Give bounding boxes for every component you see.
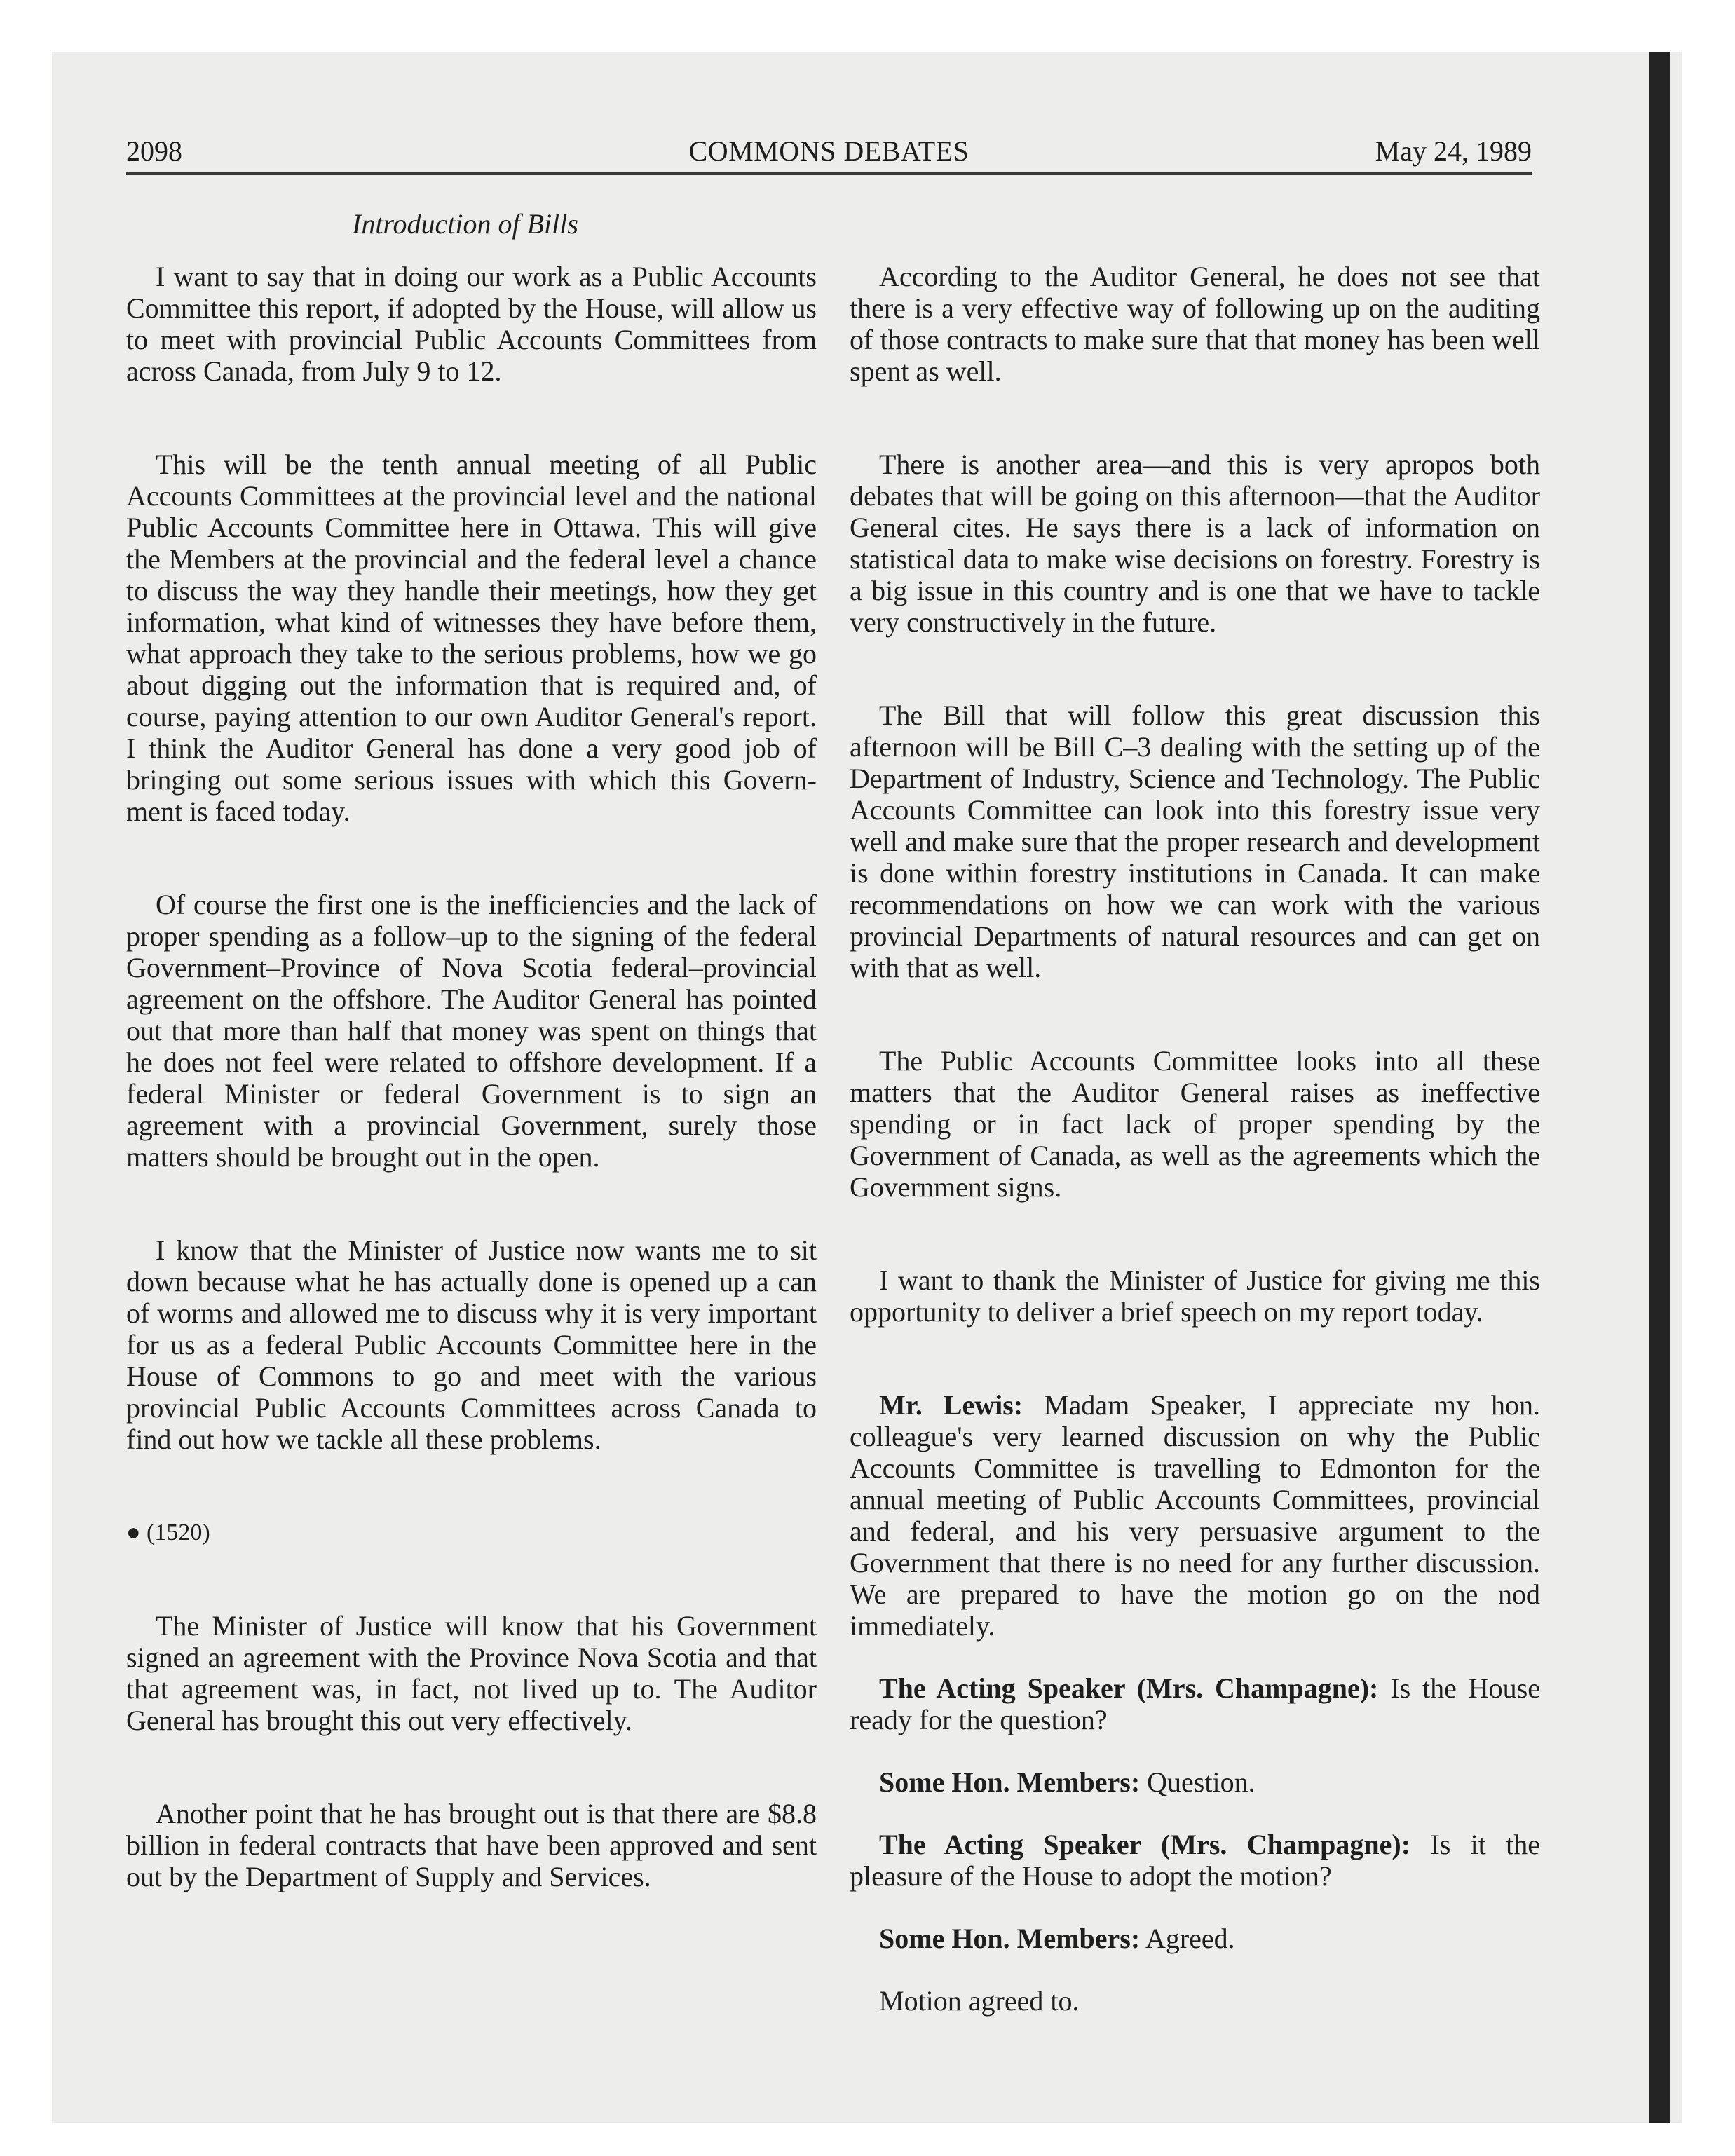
paragraph: I know that the Minister of Justice now wants me to sit down because what he has actually done is opened up a can of worms and allowed me to discuss why it is very important for us as a federal Public Accounts Committee here in the House of Commons to go and meet with the various provincial Public Accounts Committees across Canada to find out how we tackle all these problems. (126, 1234, 817, 1455)
running-title: COMMONS DEBATES (688, 135, 969, 167)
right-column (850, 261, 1540, 2017)
header-rule (126, 172, 1532, 175)
speech-members (850, 1766, 1540, 1798)
speaker-name: Some Hon. Members: (879, 1766, 1141, 1798)
speaker-name: Mr. Lewis: (879, 1389, 1023, 1421)
speech-members (850, 1923, 1540, 1954)
paragraph: I want to thank the Minister of Justice for giving me this opportunity to deliver a brief speech on my report today. (850, 1264, 1540, 1328)
paragraph: Another point that he has brought out is that there are $8.8 billion in federal contracts that have been approved and sent out by the Department of Supply and Services. (126, 1798, 817, 1892)
speech-text: Is the House ready for the question? (850, 1672, 1540, 1735)
speaker-name: Some Hon. Members: (879, 1923, 1141, 1954)
speech-text: Agreed. (1140, 1923, 1235, 1954)
paragraph: Of course the first one is the inefficiencies and the lack of proper spending as a follow–up to the signing of the federal Government–Province of Nova Scotia federal–provincial agreement on the offshore. The Auditor General has pointed out that more than half that money was spent on things that he does not feel were related to offshore development. If a federal Minister or federal Government is to sign an agreement with a provincial Government, surely those matters should be brought out in the open. (126, 889, 817, 1173)
section-title: Introduction of Bills (352, 208, 578, 240)
paragraph: The Bill that will follow this great discussion this afternoon will be Bill C–3 dealing with the setting up of the Department of Industry, Science and Technology. The Public Accounts Committee can look into this forestry issue very well and make sure that the proper research and development is done within forestry institutions in Canada. It can make recommendations on how we can work with the various provincial Departments of natural resources and can get on with that as well. (850, 700, 1540, 983)
speech-text: Is it the pleasure of the House to adopt the motion? (850, 1829, 1541, 1892)
speech-text: Madam Speaker, I appreciate my hon. colleague's very learned discussion on why the Public Accounts Committee is travelling to Edmonton for the annual meeting of Public Accounts Committees, provincial and federal, and his very persuasive argument to the Government that there is no need for any further discussion. We are prepared to have the motion go on the nod immediately. (850, 1389, 1540, 1642)
motion-result: Motion agreed to. (879, 1985, 1080, 2017)
speaker-name: The Acting Speaker (Mrs. Champagne): (879, 1829, 1411, 1860)
speech-lewis (850, 1389, 1540, 1642)
paragraph: I want to say that in doing our work as a Public Accounts Committee this report, if adopted by the House, will allow us to meet with provincial Public Accounts Committees from across Canada, from July 9 to 12. (126, 261, 817, 387)
speech-acting-speaker (850, 1829, 1540, 1892)
scan-edge-bar (1649, 52, 1670, 2123)
page-number: 2098 (126, 135, 182, 167)
page-date: May 24, 1989 (1375, 135, 1532, 167)
paragraph: The Minister of Justice will know that his Government signed an agreement with the Province Nova Scotia and that that agreement was, in fact, not lived up to. The Auditor General has brought this out very effectively. (126, 1610, 817, 1736)
paragraph: The Public Accounts Committee looks into all these matters that the Auditor General raises as ineffective spending or in fact lack of proper spending by the Government of Canada, as well as the agreements which the Government signs. (850, 1045, 1540, 1203)
paragraph: This will be the tenth annual meeting of all Public Accounts Committees at the provincial level and the national Public Accounts Committee here in Ottawa. This will give the Members at the provincial and the federal level a chance to discuss the way they handle their meetings, how they get information, what kind of witnesses they have before them, what approach they take to the serious problems, how we go about digging out the information that is required and, of course, paying attention to our own Auditor General's report. I think the Auditor General has done a very good job of bringing out some serious issues with which this Government is faced today. (126, 449, 817, 827)
paragraph: According to the Auditor General, he does not see that there is a very effective way of following up on the auditing of those contracts to make sure that that money has been well spent as well. (850, 261, 1540, 387)
speech-acting-speaker (850, 1672, 1540, 1735)
speaker-name: The Acting Speaker (Mrs. Champagne): (879, 1672, 1379, 1704)
page-header (126, 135, 1532, 171)
speech-text: Question. (1140, 1766, 1256, 1798)
time-marker: ● (1520) (126, 1520, 210, 1546)
left-column (126, 261, 817, 1892)
paragraph: There is another area—and this is very apropos both debates that will be going on this afternoon—that the Auditor General cites. He says there is a lack of information on statistical data to make wise decisions on forestry. Forestry is a big issue in this country and is one that we have to tackle very constructively in the future. (850, 449, 1540, 638)
